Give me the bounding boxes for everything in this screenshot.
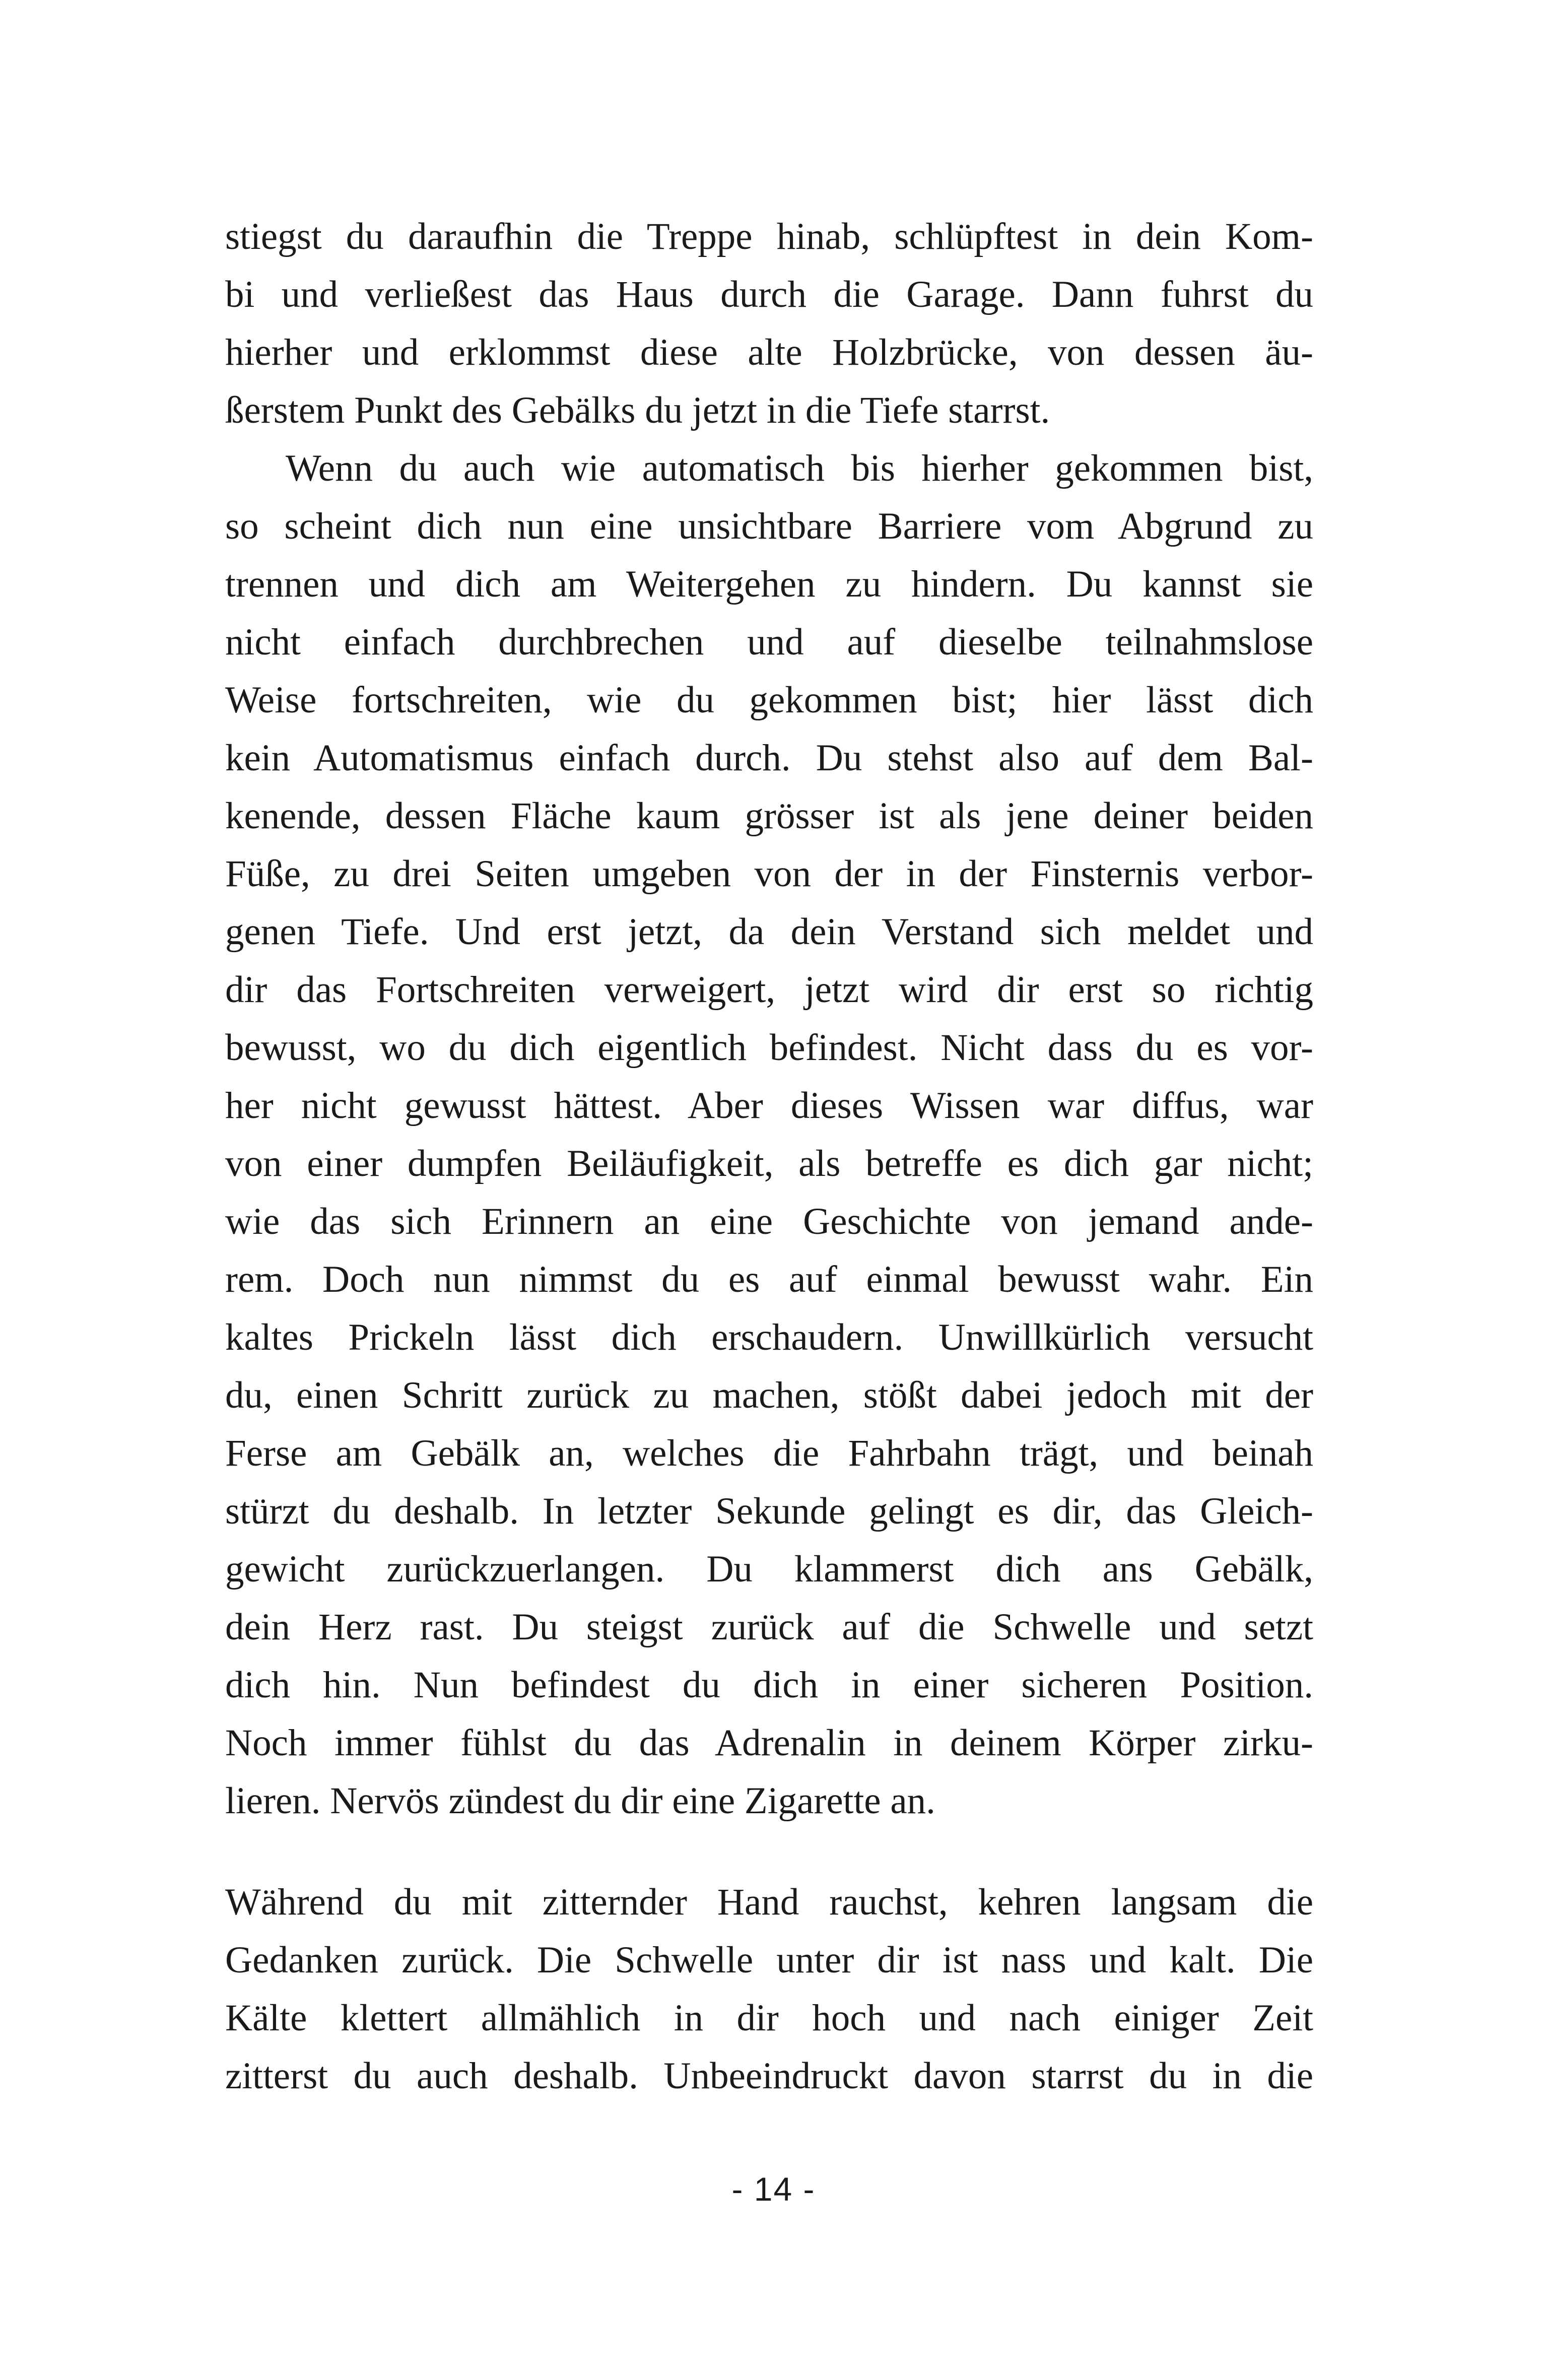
text-line: Weise fortschreiten, wie du gekommen bist; hier lässt dich bbox=[225, 679, 1313, 721]
text-line: bi und verließest das Haus durch die Garage. Dann fuhrst du bbox=[225, 274, 1313, 315]
text-line: genen Tiefe. Und erst jetzt, da dein Verstand sich meldet und bbox=[225, 911, 1313, 953]
text-line: stürzt du deshalb. In letzter Sekunde gelingt es dir, das Gleich- bbox=[225, 1490, 1313, 1532]
text-line: du, einen Schritt zurück zu machen, stößt dabei jedoch mit der bbox=[225, 1374, 1313, 1416]
text-line: Gedanken zurück. Die Schwelle unter dir ist nass und kalt. Die bbox=[225, 1939, 1313, 1981]
text-line: Kälte klettert allmählich in dir hoch und nach einiger Zeit bbox=[225, 1997, 1313, 2039]
text-line: wie das sich Erinnern an eine Geschichte von jemand ande- bbox=[225, 1201, 1313, 1242]
page-number: - 14 - bbox=[731, 2170, 816, 2208]
text-line: kaltes Prickeln lässt dich erschaudern. Unwillkürlich versucht bbox=[225, 1316, 1313, 1358]
text-line: bewusst, wo du dich eigentlich befindest. Nicht dass du es vor- bbox=[225, 1027, 1313, 1069]
text-line: dich hin. Nun befindest du dich in einer sicheren Position. bbox=[225, 1664, 1313, 1706]
text-line: Ferse am Gebälk an, welches die Fahrbahn trägt, und beinah bbox=[225, 1432, 1313, 1474]
text-line: hierher und erklommst diese alte Holzbrücke, von dessen äu- bbox=[225, 332, 1313, 373]
text-line: dir das Fortschreiten verweigert, jetzt wird dir erst so richtig bbox=[225, 969, 1313, 1011]
text-line: trennen und dich am Weitergehen zu hindern. Du kannst sie bbox=[225, 563, 1313, 605]
text-line: von einer dumpfen Beiläufigkeit, als betreffe es dich gar nicht; bbox=[225, 1143, 1313, 1184]
paragraph-block-2 bbox=[225, 1873, 1313, 2105]
text-line: her nicht gewusst hättest. Aber dieses Wissen war diffus, war bbox=[225, 1085, 1313, 1127]
text-line: gewicht zurückzuerlangen. Du klammerst dich ans Gebälk, bbox=[225, 1548, 1313, 1590]
text-line: kein Automatismus einfach durch. Du stehst also auf dem Bal- bbox=[225, 737, 1313, 779]
text-line: kenende, dessen Fläche kaum grösser ist als jene deiner beiden bbox=[225, 795, 1313, 837]
text-line: Wenn du auch wie automatisch bis hierher gekommen bist, bbox=[286, 447, 1313, 489]
text-line: Während du mit zitternder Hand rauchst, kehren langsam die bbox=[225, 1881, 1313, 1923]
text-line: so scheint dich nun eine unsichtbare Barriere vom Abgrund zu bbox=[225, 505, 1313, 547]
text-line: nicht einfach durchbrechen und auf dieselbe teilnahmslose bbox=[225, 621, 1313, 663]
text-line: rem. Doch nun nimmst du es auf einmal bewusst wahr. Ein bbox=[225, 1259, 1313, 1300]
text-line: zitterst du auch deshalb. Unbeeindruckt davon starrst du in die bbox=[225, 2055, 1313, 2097]
text-line: Füße, zu drei Seiten umgeben von der in der Finsternis verbor- bbox=[225, 853, 1313, 895]
text-line: ßerstem Punkt des Gebälks du jetzt in die Tiefe starrst. bbox=[225, 389, 1050, 431]
text-line: Noch immer fühlst du das Adrenalin in deinem Körper zirku- bbox=[225, 1722, 1313, 1764]
text-line: stiegst du daraufhin die Treppe hinab, schlüpftest in dein Kom- bbox=[225, 216, 1313, 257]
paragraph-block-1 bbox=[225, 208, 1313, 1830]
text-line: lieren. Nervös zündest du dir eine Zigarette an. bbox=[225, 1780, 935, 1822]
text-line: dein Herz rast. Du steigst zurück auf die Schwelle und setzt bbox=[225, 1606, 1313, 1648]
